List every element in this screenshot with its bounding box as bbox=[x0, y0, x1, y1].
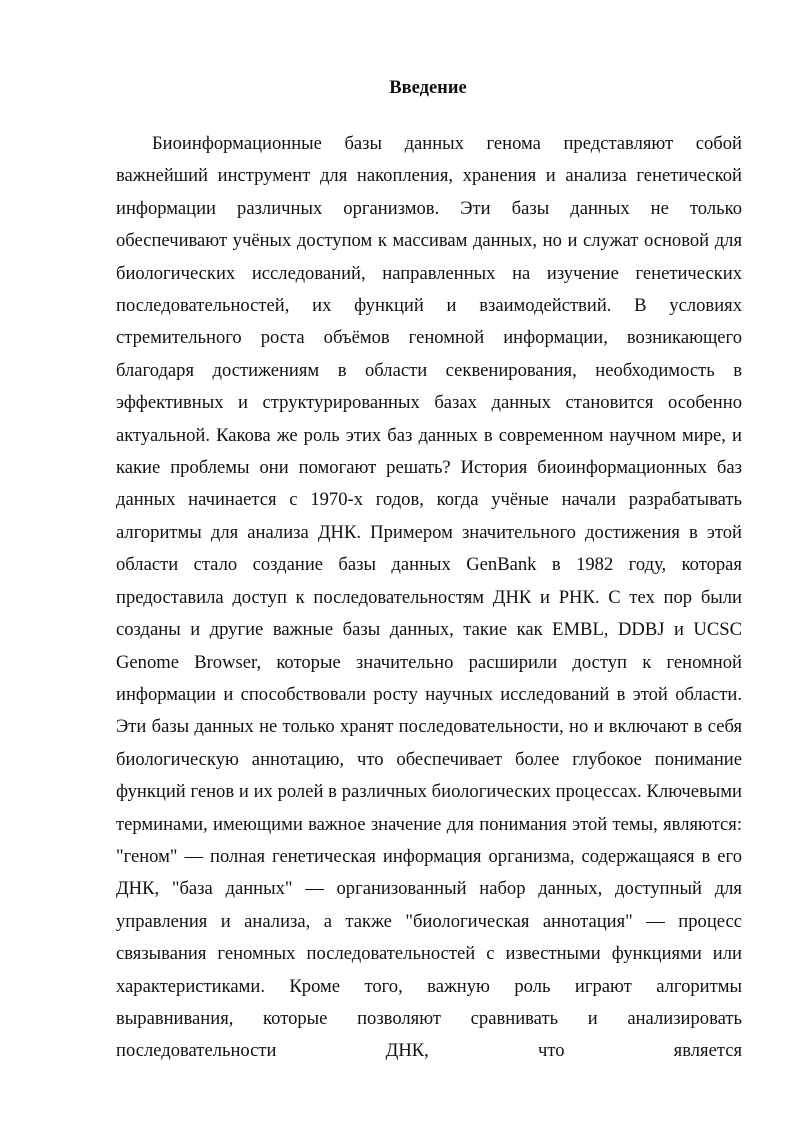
body-paragraph: Биоинформационные базы данных генома представляют собой важнейший инструмент для накопления, хранения и анализа генетической информации различных организмов. Эти базы данных не только обеспечивают учёных доступом к массивам данных, но и служат основой для биологических исследований, направленных на изучение генетических последовательностей, их функций и взаимодействий. В условиях стремительного роста объёмов геномной информации, возникающего благодаря достижениям в области секвенирования, необходимость в эффективных и структурированных базах данных становится особенно актуальной. Какова же роль этих баз данных в современном научном мире, и какие проблемы они помогают решать? История биоинформационных баз данных начинается с 1970-х годов, когда учёные начали разрабатывать алгоритмы для анализа ДНК. Примером значительного достижения в этой области стало создание базы данных GenBank в 1982 году, которая предоставила доступ к последовательностям ДНК и РНК. С тех пор были созданы и другие важные базы данных, такие как EMBL, DDBJ и UCSC Genome Browser, которые значительно расширили доступ к геномной информации и способствовали росту научных исследований в этой области. Эти базы данных не только хранят последовательности, но и включают в себя биологическую аннотацию, что обеспечивает более глубокое понимание функций генов и их ролей в различных биологических процессах. Ключевыми терминами, имеющими важное значение для понимания этой темы, являются: "геном" — полная генетическая информация организма, содержащаяся в его ДНК, "база данных" — организованный набор данных, доступный для управления и анализа, а также "биологическая аннотация" — процесс связывания геномных последовательностей с известными функциями или характеристиками. Кроме того, важную роль играют алгоритмы выравнивания, которые позволяют сравнивать и анализировать последовательности ДНК, что является bbox=[116, 133, 742, 1062]
section-heading: Введение bbox=[389, 78, 467, 98]
